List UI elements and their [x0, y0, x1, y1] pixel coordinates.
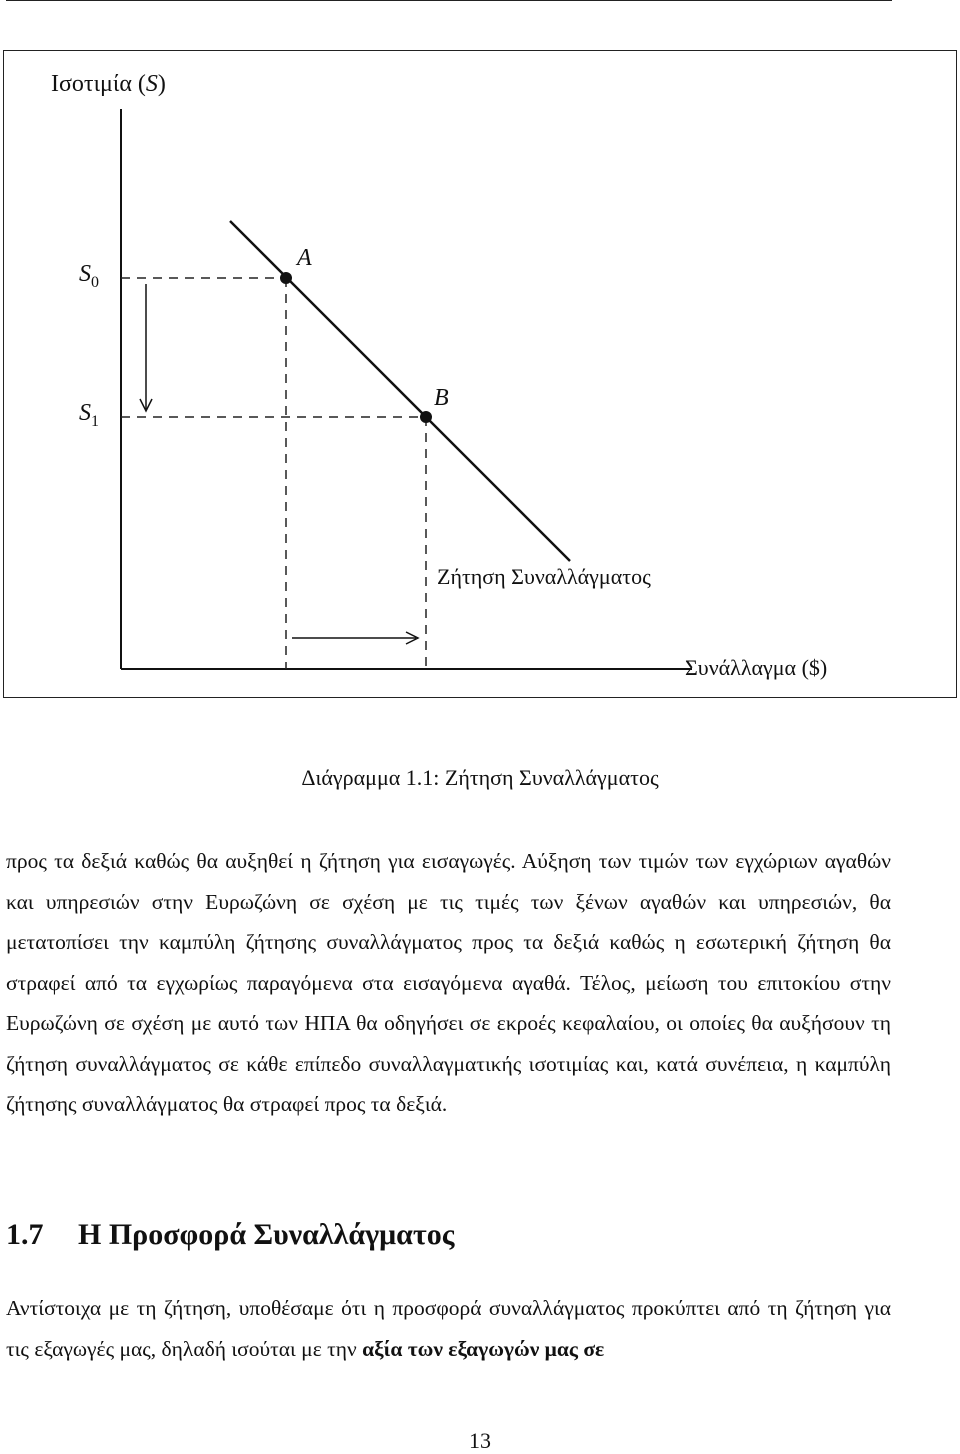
point-a: [280, 272, 292, 284]
point-b: [420, 411, 432, 423]
page-number: 13: [469, 1428, 491, 1453]
paragraph-2-text: [6, 1288, 891, 1369]
body-paragraph-2: [6, 1288, 891, 1369]
point-a-label: A: [297, 245, 312, 271]
y-axis-label: Ισοτιμία (S): [51, 71, 166, 97]
demand-curve-label: Ζήτηση Συναλλάγματος: [437, 564, 651, 589]
s0-label: $S_0$: [79, 261, 99, 291]
figure-demand-diagram: [3, 50, 957, 698]
figure-caption: Διάγραμμα 1.1: Ζήτηση Συναλλάγματος: [301, 765, 659, 790]
diagram-canvas: [4, 51, 958, 699]
section-heading: [6, 1218, 454, 1252]
section-title: Η Προσφορά Συναλλάγματος: [78, 1218, 455, 1251]
point-b-label: B: [434, 385, 449, 411]
paragraph-2-bold: αξία των εξαγωγών μας σε: [362, 1336, 605, 1361]
paragraph-2-plain: Αντίστοιχα με τη ζήτηση, υποθέσαμε ότι η προσφορά συναλλάγματος προκύπτει από τη ζήτηση για τις εξαγωγές μας, δηλαδή ισούται με την: [6, 1296, 891, 1361]
top-rule: [6, 0, 892, 1]
section-number: 1.7: [6, 1218, 44, 1251]
x-axis-label: Συνάλλαγμα ($): [685, 655, 828, 680]
s1-label: $S_1$: [79, 400, 99, 430]
body-paragraph-1: [6, 841, 891, 1125]
paragraph-1-text: προς τα δεξιά καθώς θα αυξηθεί η ζήτηση για εισαγωγές. Αύξηση των τιμών των εγχώριων αγαθών και υπηρεσιών στην Ευρωζώνη σε σχέση με τις τιμές των ξένων αγαθών και υπηρεσιών, θα μετατοπίσει την καμπύλη ζήτησης συναλλάγματος προς τα δεξιά καθώς η εσωτερική ζήτηση θα στραφεί από τα εγχωρίως παραγόμενα στα εισαγόμενα αγαθά. Τέλος, μείωση του επιτοκίου στην Ευρωζώνη σε σχέση με αυτό των ΗΠΑ θα οδηγήσει σε εκροές κεφαλαίου, οι οποίες θα αυξήσουν τη ζήτηση συναλλάγματος σε κάθε επίπεδο συναλλαγματικής ισοτιμίας και, κατά συνέπεια, η καμπύλη ζήτησης συναλλάγματος θα στραφεί προς τα δεξιά.: [6, 849, 891, 1116]
demand-curve: [230, 221, 570, 561]
